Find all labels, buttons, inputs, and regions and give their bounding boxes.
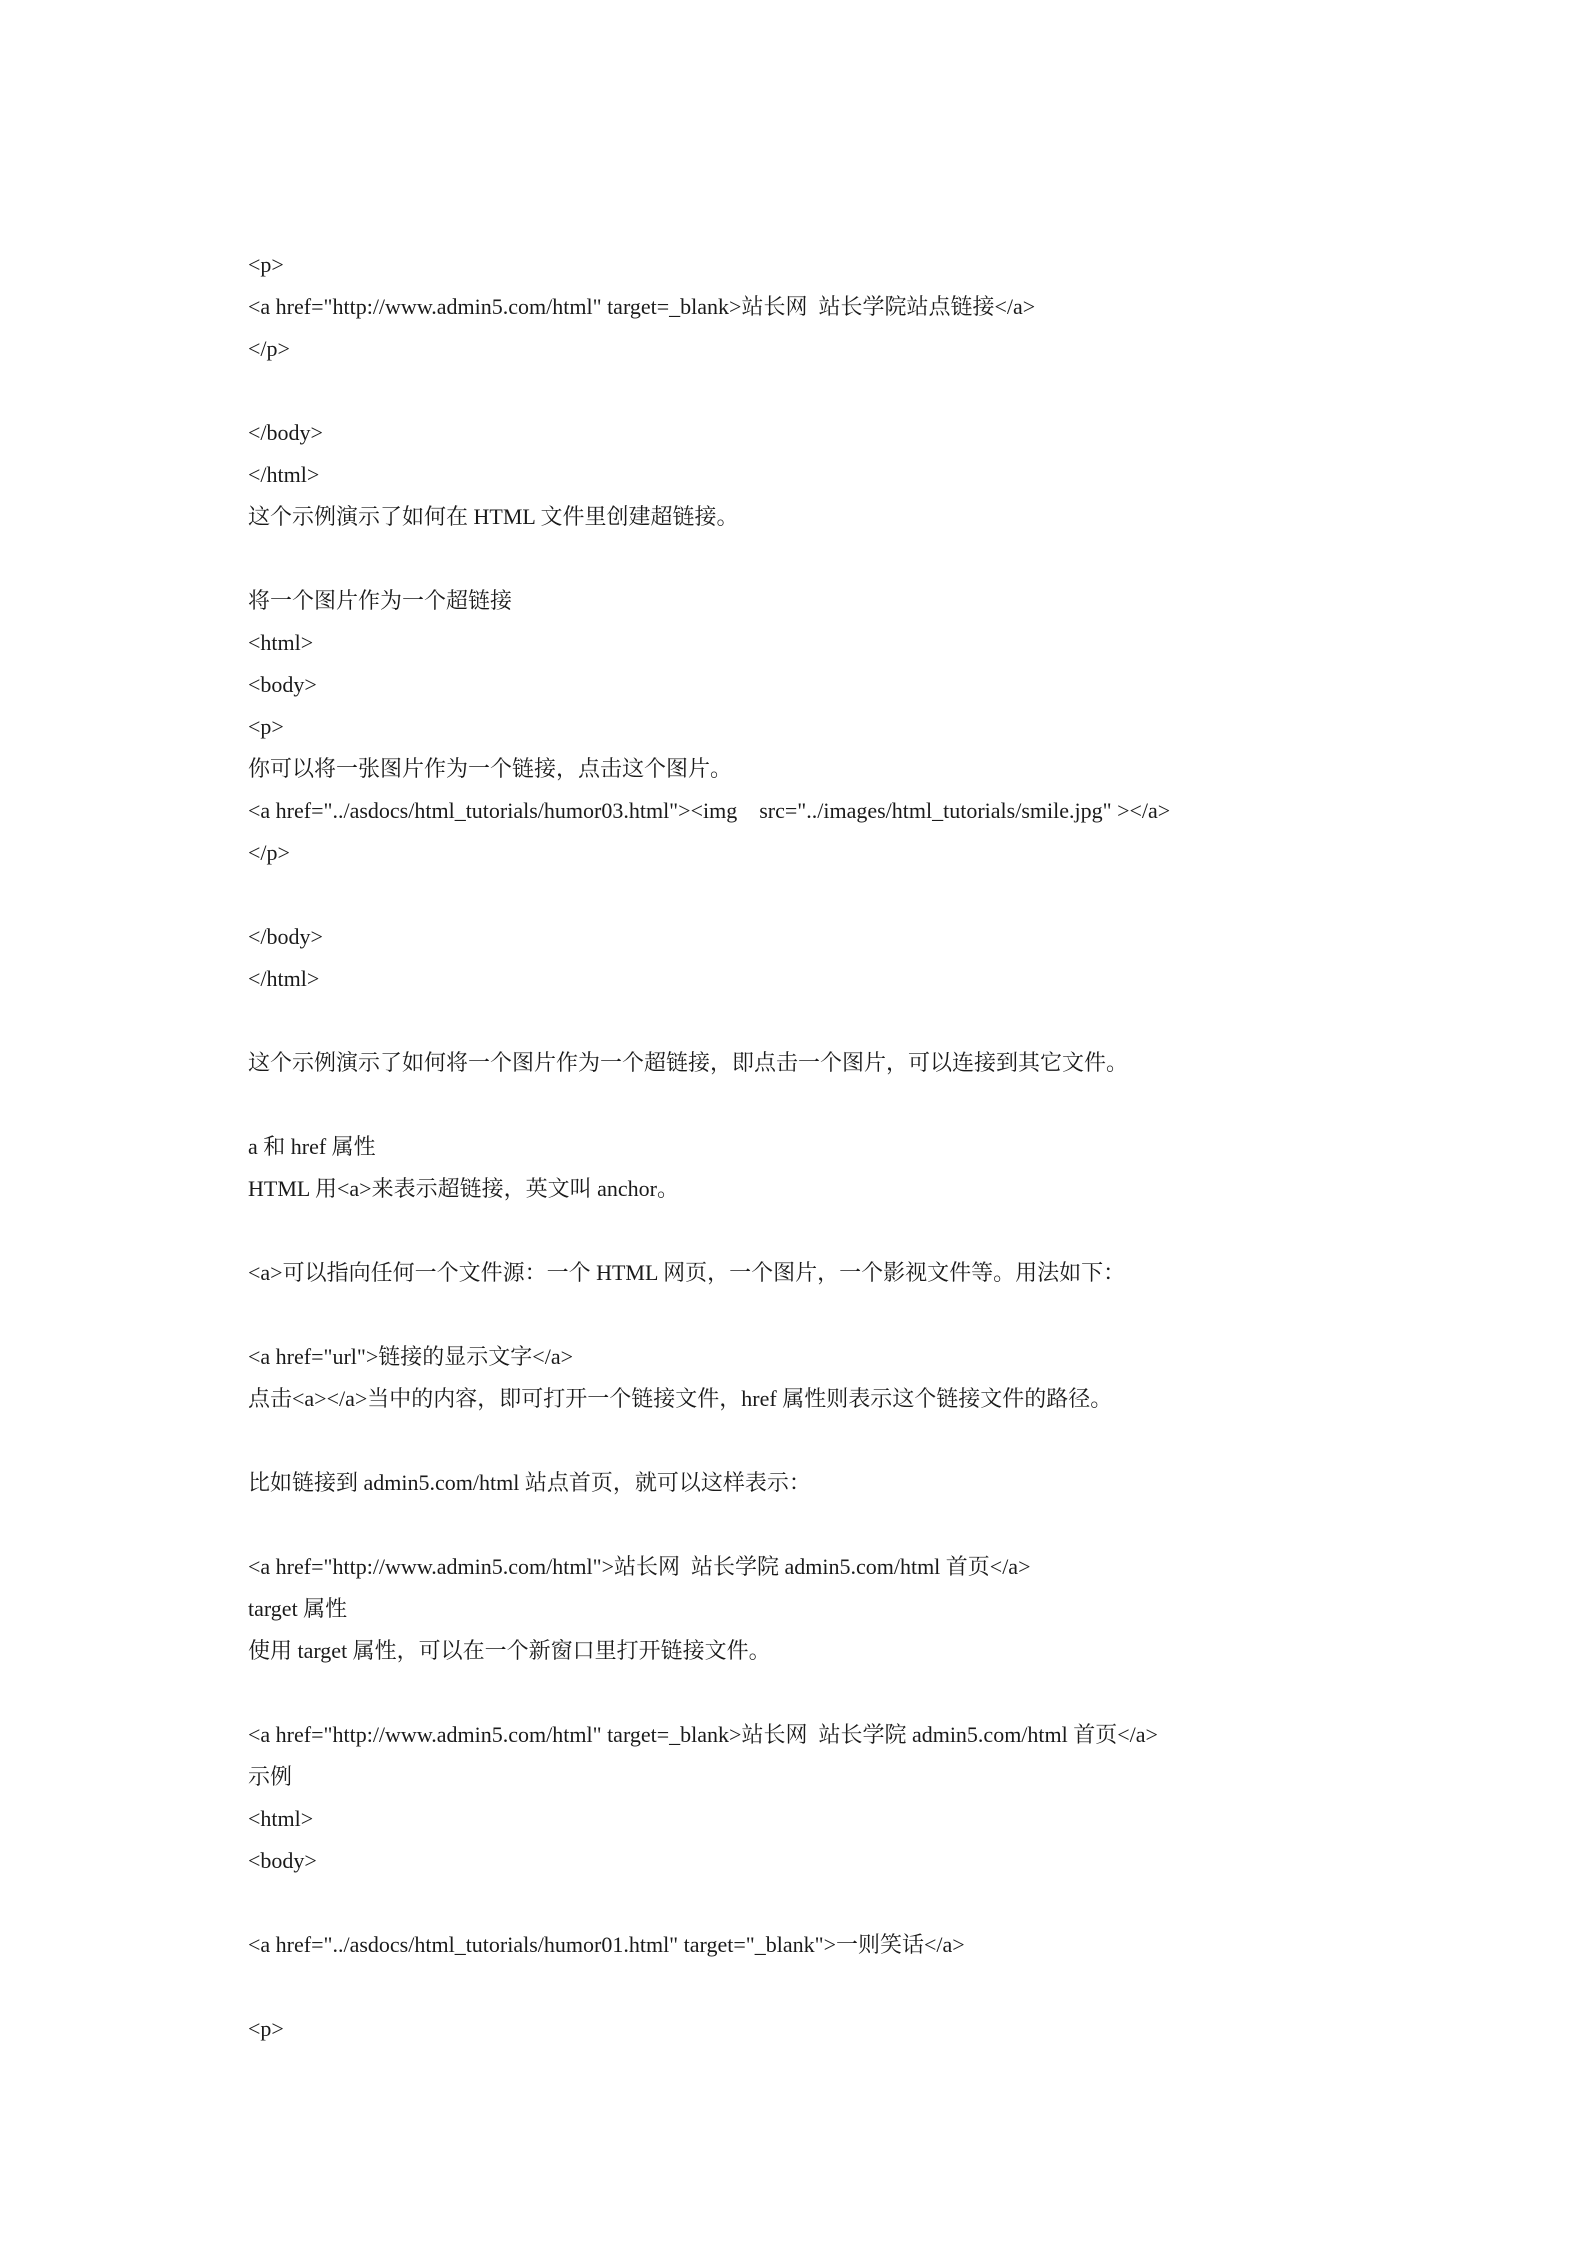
text-line: <html>: [248, 1806, 314, 1831]
text-line: <a href="url">链接的显示文字</a>: [248, 1344, 573, 1369]
blank-line: [248, 1420, 1448, 1462]
blank-line: [248, 370, 1448, 412]
text-line: <p>: [248, 2016, 284, 2041]
text-line: </html>: [248, 966, 320, 991]
text-line: 点击<a></a>当中的内容，即可打开一个链接文件，href 属性则表示这个链接文件的路径。: [248, 1386, 1113, 1411]
text-line: <a href="http://www.admin5.com/html" target=_blank>站长网 站长学院 admin5.com/html 首页</a>: [248, 1722, 1158, 1747]
text-line: </body>: [248, 924, 323, 949]
text-line: </body>: [248, 420, 323, 445]
text-line: 使用 target 属性，可以在一个新窗口里打开链接文件。: [248, 1638, 771, 1663]
text-line: <body>: [248, 672, 317, 697]
blank-line: [248, 1084, 1448, 1126]
text-line: 你可以将一张图片作为一个链接，点击这个图片。: [248, 756, 733, 781]
text-line: <a href="../asdocs/html_tutorials/humor03.html"><img src="../images/html_tutorials/smile.jpg" ></a>: [248, 798, 1171, 823]
text-line: 将一个图片作为一个超链接: [248, 588, 513, 613]
blank-line: [248, 1882, 1448, 1924]
text-line: 这个示例演示了如何将一个图片作为一个超链接，即点击一个图片，可以连接到其它文件。: [248, 1050, 1129, 1075]
blank-line: [248, 1000, 1448, 1042]
blank-line: [248, 1966, 1448, 2008]
text-line: <html>: [248, 630, 314, 655]
text-line: 示例: [248, 1764, 293, 1789]
text-line: a 和 href 属性: [248, 1134, 376, 1159]
document-body: [248, 244, 1448, 2050]
text-line: <a href="http://www.admin5.com/html" target=_blank>站长网 站长学院站点链接</a>: [248, 294, 1036, 319]
text-line: <a href="http://www.admin5.com/html">站长网 站长学院 admin5.com/html 首页</a>: [248, 1554, 1031, 1579]
blank-line: [248, 1504, 1448, 1546]
text-line: target 属性: [248, 1596, 348, 1621]
text-line: HTML 用<a>来表示超链接，英文叫 anchor。: [248, 1176, 679, 1201]
blank-line: [248, 1210, 1448, 1252]
text-line: <p>: [248, 252, 284, 277]
blank-line: [248, 1672, 1448, 1714]
text-line: </html>: [248, 462, 320, 487]
text-line: </p>: [248, 840, 290, 865]
blank-line: [248, 874, 1448, 916]
blank-line: [248, 538, 1448, 580]
text-line: </p>: [248, 336, 290, 361]
text-line: 这个示例演示了如何在 HTML 文件里创建超链接。: [248, 504, 739, 529]
text-line: <p>: [248, 714, 284, 739]
text-line: <a>可以指向任何一个文件源：一个 HTML 网页，一个图片，一个影视文件等。用法如下：: [248, 1260, 1126, 1285]
text-line: 比如链接到 admin5.com/html 站点首页，就可以这样表示：: [248, 1470, 811, 1495]
text-line: <body>: [248, 1848, 317, 1873]
blank-line: [248, 1294, 1448, 1336]
text-line: <a href="../asdocs/html_tutorials/humor01.html" target="_blank">一则笑话</a>: [248, 1932, 965, 1957]
